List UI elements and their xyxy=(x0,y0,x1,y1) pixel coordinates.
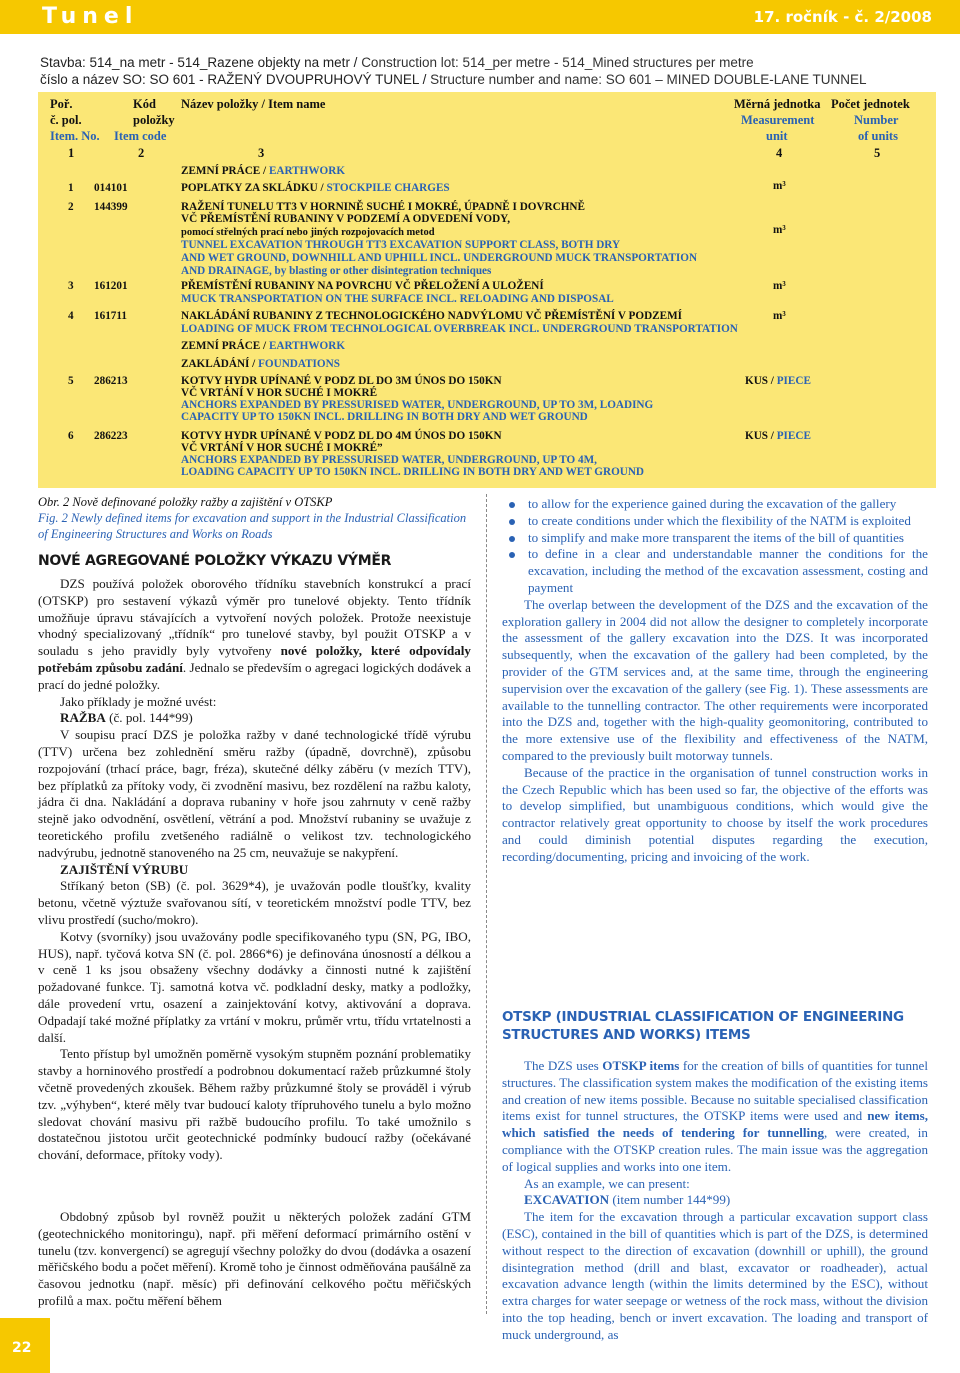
row2-no: 2 xyxy=(68,201,74,213)
row5-cz1: KOTVY HYDR UPÍNANÉ V PODZ DL DO 3M ÚNOS DO 150KN xyxy=(181,375,502,387)
bullet-1: to allow for the experience gained during the excavation of the gallery xyxy=(502,496,928,513)
left-para-5: Kotvy (svorníky) jsou uvažovány podle specifikovaného typu (SN, PG, IBO, HUS), např. tyčová kotva SN (č. pol. 2866*6) je definována únosností a délkou a v ceně 1 ks jsou obsaženy všechny dodávky a činnosti nutné k zajištění požadované funkce. Tj. samotná kotva vč. podkladní desky, matky a podložky, dále provedení vrtu, osazení a zainjektování kotvy, aktivování a doprava. Odpadají také možné příplatky za vrtání v mokru, průměr vrtu, třídu vrtatelnosti a další. xyxy=(38,928,471,1045)
row6-cz2: VČ VRTÁNÍ V HOR SUCHÉ I MOKRÉ” xyxy=(181,442,383,454)
left-para-6: Tento přístup byl umožněn poměrně vysokým stupněm poznání problematiky stavby a horninového prostředí a podrobnou dokumentací ražeb průzkumné štoly včetně provedených zkoušek. Během ražby průzkumné štoly se prováděl i výrub tzv. „výhyben“, které měly tvar budoucí kaloty třípruhového tunelu a bylo možno sledovat chování masivu při ražbě budoucího profilu. To také umožnilo s dostatečnou jistotou určit geotechnické podmínky budoucí ražby (očekávané chování, deformace, přítoky vody). xyxy=(38,1046,471,1163)
left-para-1: DZS používá položek oborového třídníku stavebních konstrukcí a prací (OTSKP) pro sestavení výkazů výměr pro tunelové objekty. Tento třídník umožňuje úpravu stávajících a vytvoření nových položek. Protože neexistuje vhodný specializovaný „třídník“ pro tunelové stavby, byl použit OTSKP a v souladu s jeho pravidly byly vytvořeny nové položky, které odpovídaly potřebám způsobu zadání. Jednalo se především o agregaci logických dodávek a prací do jedné položky. xyxy=(38,576,471,692)
row2-en1: TUNNEL EXCAVATION THROUGH TT3 EXCAVATION SUPPORT CLASS, BOTH DRY xyxy=(181,239,621,251)
row2-code: 144399 xyxy=(94,201,128,213)
page-number: 22 xyxy=(12,1340,32,1356)
col-header-unit-en1: Measurement xyxy=(741,113,815,127)
col-number-1: 1 xyxy=(68,146,75,160)
col-number-5: 5 xyxy=(874,146,881,160)
row1-no: 1 xyxy=(68,182,74,194)
issue-label: 17. ročník - č. 2/2008 xyxy=(753,8,932,26)
col-header-no-en: Item. No. xyxy=(50,129,100,143)
right-para-2: Because of the practice in the organisation of tunnel construction works in the Czech Republic which has been used so far, the objective of the efforts was to develop simplified, but unambiguous conditions, which would give the contractor relatively great opportunity to choose by itself the work procedures and could diminish potential disputes regarding the execution, recording/documenting, pricing and invoicing of the work. xyxy=(502,764,928,864)
col-header-unit-en2: unit xyxy=(766,129,788,143)
row2-cz2: VČ PŘEMÍSTĚNÍ RUBANINY V PODZEMÍ A ODVEDENÍ VODY, xyxy=(181,213,511,225)
row6-cz1: KOTVY HYDR UPÍNANÉ V PODZ DL DO 4M ÚNOS DO 150KN xyxy=(181,430,502,442)
row3-no: 3 xyxy=(68,280,74,292)
bullet-4: to define in a clear and understandable manner the conditions for the excavation, including the method of the excavation assessment, costing and payment xyxy=(502,546,928,596)
left-para-3: V soupisu prací DZS je položka ražby v dané technologické třídě výrubu (TTV) určena bez zohlednění směru ražby (úpadně, dovrchně), způsobu rozpojování (trhací práce, bagr, fréza), skutečné délky záběru (v mezích TTV), bez příplatků za přítoky vody, či zvodnění masivu, bez rozdělení na ražbu kaloty, jádra či dna. Nakládání a doprava rubaniny v hoře jsou zahrnuty v ceně ražby stejně jako odvodnění, osvětlení, větrání a pod. Množství rubaniny se uvažuje z teoretického profilu zvetšeného radiálně o velikost tzv. technologického nadvýrubu, jednotně stanoveného na 25 cm, neuvažuje se nakypření. xyxy=(38,727,471,860)
left-column-text-end xyxy=(38,1209,471,1310)
section-earthwork-1: ZEMNÍ PRÁCE / EARTHWORK xyxy=(181,165,346,177)
row2-en2: AND WET GROUND, DOWNHILL AND UPHILL INCL. UNDERGROUND MUCK TRANSPORTATION xyxy=(181,252,698,264)
right-column-text xyxy=(502,496,928,866)
col-number-2: 2 xyxy=(138,146,145,160)
left-para-4: Stříkaný beton (SB) (č. pol. 3629*4), je uvažován podle tloušťky, kvality betonu, včetně výztuže svařovanou sítí, v teoretickém množství podle TTV, bez vlivu prostředí (sucho/mokro). xyxy=(38,878,471,927)
row2-cz3: pomocí střelných prací nebo jiných rozpojovacích metod xyxy=(181,227,435,238)
col-header-unit-cz: Měrná jednotka xyxy=(734,97,821,111)
left-column-text xyxy=(38,576,471,1164)
row4-code: 161711 xyxy=(94,310,127,322)
row4-cz: NAKLÁDÁNÍ RUBANINY Z TECHNOLOGICKÉHO NADVÝLOMU VČ PŘEMÍSTĚNÍ V PODZEMÍ xyxy=(181,310,683,322)
row4-en: LOADING OF MUCK FROM TECHNOLOGICAL OVERBREAK INCL. UNDERGROUND TRANSPORTATION xyxy=(181,323,738,335)
row6-unit: KUS / PIECE xyxy=(745,430,811,442)
heading-cz: NOVÉ AGREGOVANÉ POLOŽKY VÝKAZU VÝMĚR xyxy=(38,553,392,569)
left-para-2: Jako příklady je možné uvést: xyxy=(60,693,217,709)
row3-unit: m³ xyxy=(773,280,786,292)
col-header-count-en2: of units xyxy=(858,129,898,143)
row3-cz: PŘEMÍSTĚNÍ RUBANINY NA POVRCHU VČ PŘELOŽENÍ A ULOŽENÍ xyxy=(181,280,544,292)
row5-no: 5 xyxy=(68,375,74,387)
col-number-3: 3 xyxy=(258,146,265,160)
section-foundations: ZAKLÁDÁNÍ / FOUNDATIONS xyxy=(181,358,340,370)
right-para-4: As an example, we can present: xyxy=(524,1175,690,1191)
row2-cz1: RAŽENÍ TUNELU TT3 V HORNINĚ SUCHÉ I MOKRÉ, ÚPADNĚ I DOVRCHNĚ xyxy=(181,201,585,213)
bullet-2: to create conditions under which the flexibility of the NATM is exploited xyxy=(502,513,928,530)
figure-caption xyxy=(38,494,478,542)
row6-en1: ANCHORS EXPANDED BY PRESSURISED WATER, UNDERGROUND, UP TO 4M, xyxy=(181,454,597,466)
right-para-5: The item for the excavation through a particular excavation support class (ESC), contained in the bill of quantities which is part of the DZS, is determined without respect to the direction of excavation (downhill or uphill), the ground disintegration method (drill and blast, excavator or roadheader), actual excavation advance length (within the limits determined by the ESC), without extra charges for water seepage or wetness of the rock mass, without the division into the top heading, bench or invert excavation. The loading and transport of muck underground, as xyxy=(502,1209,928,1342)
row1-code: 014101 xyxy=(94,182,128,194)
left-sub-excavation: RAŽBA (č. pol. 144*99) xyxy=(60,710,193,726)
left-para-7: Obdobný způsob byl rovněž použit u některých položek zadání GTM (geotechnického monitoringu), např. při měření deformací primárního ostění v tunelu (tzv. konvergencí) se agregují všechny položky do dvou (dodávka a osazení měřičského bodu a počet měření). Kromě toho je činnost odměňována paušálně za časovou jednotku (např. měsíc) při definování celkového počtu měřičských profilů a max. počtu měření během xyxy=(38,1209,471,1308)
col-number-4: 4 xyxy=(776,146,783,160)
row1-unit: m³ xyxy=(773,180,786,192)
bullet-3: to simplify and make more transparent the items of the bill of quantities xyxy=(502,530,928,547)
row6-no: 6 xyxy=(68,430,74,442)
caption-cz: Obr. 2 Nově definované položky ražby a zajištění v OTSKP xyxy=(38,495,333,509)
lot-en: Construction lot: 514_per metre - 514_Mined structures per metre xyxy=(361,55,754,70)
row6-code: 286223 xyxy=(94,430,128,442)
bill-of-quantities-table xyxy=(38,92,936,488)
row4-unit: m³ xyxy=(773,310,786,322)
right-column-text-2 xyxy=(502,1058,928,1344)
right-sub-excavation: EXCAVATION (item number 144*99) xyxy=(524,1192,731,1208)
row5-en2: CAPACITY UP TO 150KN INCL. DRILLING IN BOTH DRY AND WET GROUND xyxy=(181,411,588,423)
row3-en: MUCK TRANSPORTATION ON THE SURFACE INCL. RELOADING AND DISPOSAL xyxy=(181,293,614,305)
row5-cz2: VČ VRTÁNÍ V HOR SUCHÉ I MOKRÉ xyxy=(181,387,378,399)
row1-name: POPLATKY ZA SKLÁDKU / STOCKPILE CHARGES xyxy=(181,182,450,194)
section-earthwork-2: ZEMNÍ PRÁCE / EARTHWORK xyxy=(181,340,346,352)
col-header-no-cz2: č. pol. xyxy=(50,113,82,127)
row5-code: 286213 xyxy=(94,375,128,387)
row5-unit: KUS / PIECE xyxy=(745,375,811,387)
col-header-code-cz2: položky xyxy=(133,113,175,127)
col-header-count-cz: Počet jednotek xyxy=(831,97,910,111)
column-divider xyxy=(486,494,487,1314)
right-para-1: The overlap between the development of the DZS and the excavation of the exploration gallery in 2004 did not allow the designer to completely incorporate the assessment of the gallery excavation into the DZS. It was incorporated subsequently, when the excavation of the gallery had been completed, by the provider of the GTM services and, at the same time, through the engineering supervision over the excavation of the gallery (see Fig. 1). These assessments are available to the tunnelling contractor. The other requirements were incorporated into the DZS and, together with the high-quality geomonitoring, contributed to the more extensive use of the flexibility and effectiveness of the NATM, compared to the previously built motorway tunnels. xyxy=(502,596,928,763)
caption-en: Fig. 2 Newly defined items for excavation and support in the Industrial Classification of Engineering Structures and Works on Roads xyxy=(38,511,467,541)
col-header-code-en: Item code xyxy=(114,129,167,143)
row5-en1: ANCHORS EXPANDED BY PRESSURISED WATER, UNDERGROUND, UP TO 3M, LOADING xyxy=(181,399,654,411)
lot-cz: Stavba: 514_na metr - 514_Razene objekty na metr / xyxy=(40,55,362,70)
construction-lot-header xyxy=(40,54,930,88)
row6-en2: LOADING CAPACITY UP TO 150KN INCL. DRILLING IN BOTH DRY AND WET GROUND xyxy=(181,466,645,478)
heading-en: OTSKP (INDUSTRIAL CLASSIFICATION OF ENGINEERING STRUCTURES AND WORKS) ITEMS xyxy=(502,1009,904,1043)
row2-en3: AND DRAINAGE, by blasting or other disintegration techniques xyxy=(181,265,492,277)
structure-en: Structure number and name: SO 601 – MINED DOUBLE-LANE TUNNEL xyxy=(430,72,867,87)
col-header-code-cz1: Kód xyxy=(133,97,156,111)
row3-code: 161201 xyxy=(94,280,128,292)
left-sub-support: ZAJIŠTĚNÍ VÝRUBU xyxy=(60,861,189,877)
journal-logo: Tunel xyxy=(42,4,139,29)
right-para-3: The DZS uses OTSKP items for the creation of bills of quantities for tunnel structures. The classification system makes the modification of the existing items and creation of new items possible. Because no suitable specialised classification items exist for tunnel structures, the OTSKP items were used and new items, which satisfied the needs of tendering for tunnelling, were created, in compliance with the OTSKP creation rules. The main issue was the aggregation of logical supplies and works into one item. xyxy=(502,1058,928,1174)
col-header-count-en1: Number xyxy=(854,113,899,127)
row2-unit: m³ xyxy=(773,224,786,236)
col-header-no-cz1: Poř. xyxy=(50,97,73,111)
col-header-name: Název položky / Item name xyxy=(181,97,326,111)
row4-no: 4 xyxy=(68,310,74,322)
header-bar xyxy=(0,0,960,34)
structure-cz: číslo a název SO: SO 601 - RAŽENÝ DVOUPRUHOVÝ TUNEL / xyxy=(40,72,431,87)
